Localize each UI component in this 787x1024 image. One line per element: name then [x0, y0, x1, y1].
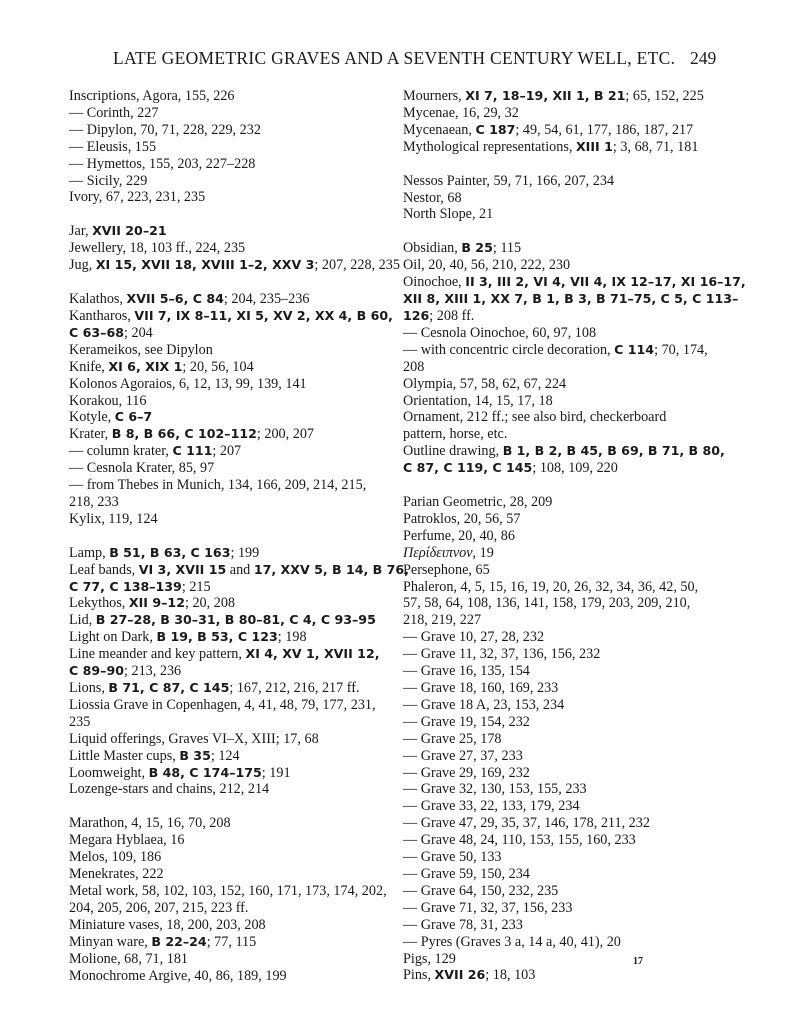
entry-text: ; 200, 207 — [256, 426, 315, 443]
entry-text: — Eleusis, 155 — [69, 138, 157, 155]
index-entry — [69, 443, 387, 460]
index-entry — [69, 731, 387, 748]
plate-reference: C 63–68 — [69, 324, 124, 340]
index-entry — [403, 883, 719, 900]
plate-reference: C 111 — [172, 443, 213, 459]
entry-text: ; 20, 56, 104 — [182, 358, 254, 375]
plate-reference: B 25 — [461, 240, 493, 256]
entry-text: ; 213, 236 — [123, 663, 182, 680]
index-entry — [403, 714, 719, 731]
entry-text: ; 207 — [212, 443, 242, 460]
entry-text: — Grave 64, 150, 232, 235 — [403, 882, 559, 899]
entry-text: Mourners, — [403, 88, 466, 104]
entry-text: — Grave 33, 22, 133, 179, 234 — [403, 798, 580, 815]
entry-text: 218, 233 — [69, 493, 119, 510]
index-entry — [403, 274, 746, 291]
entry-text: Miniature vases, 18, 200, 203, 208 — [69, 916, 266, 933]
entry-text: — Grave 16, 135, 154 — [403, 663, 530, 680]
entry-text: Kantharos, — [69, 307, 135, 324]
index-entry — [69, 105, 387, 122]
index-entry — [403, 206, 719, 223]
entry-text: 208 — [403, 358, 425, 375]
index-entry — [403, 409, 719, 426]
index-entry — [69, 257, 400, 274]
index-entry — [403, 646, 719, 663]
index-entry — [403, 545, 719, 562]
entry-text: Kylix, 119, 124 — [69, 510, 158, 527]
plate-reference: VII 7, IX 8–11, XI 5, XV 2, XX 4, B 60, — [134, 307, 393, 323]
entry-text: ; 124 — [210, 747, 240, 764]
entry-text: ; 3, 68, 71, 181 — [612, 138, 699, 155]
entry-text: Phaleron, 4, 5, 15, 16, 19, 20, 26, 32, 34, 36, 42, 50, — [403, 578, 699, 595]
entry-text: Kerameikos, see Dipylon — [69, 341, 213, 358]
plate-reference: XVII 26 — [434, 967, 486, 983]
entry-text: Loomweight, — [69, 764, 149, 781]
index-entry — [403, 663, 719, 680]
index-entry — [403, 934, 719, 951]
plate-reference: XVII 20–21 — [92, 223, 167, 239]
plate-reference: XI 4, XV 1, XVII 12, — [245, 646, 380, 662]
entry-text: Patroklos, 20, 56, 57 — [403, 510, 521, 527]
index-entry — [403, 951, 719, 968]
entry-text: ; 191 — [261, 764, 291, 781]
entry-text: Krater, — [69, 426, 112, 443]
entry-text: Light on Dark, — [69, 629, 157, 646]
entry-text: — Grave 25, 178 — [403, 730, 502, 747]
index-entry — [69, 697, 387, 714]
entry-text: pattern, horse, etc. — [403, 426, 508, 443]
plate-reference: B 19, B 53, C 123 — [156, 629, 278, 645]
entry-text: Lid, — [69, 612, 96, 629]
index-entry — [69, 359, 387, 376]
index-entry — [69, 866, 387, 883]
entry-text: Olympia, 57, 58, 62, 67, 224 — [403, 375, 567, 392]
index-entry — [69, 189, 387, 206]
index-entry — [403, 359, 719, 376]
entry-text: — Grave 10, 27, 28, 232 — [403, 629, 545, 646]
entry-text: ; 18, 103 — [485, 967, 536, 984]
entry-text: — Grave 78, 31, 233 — [403, 916, 523, 933]
entry-text: — Grave 32, 130, 153, 155, 233 — [403, 781, 587, 798]
entry-text: Menekrates, 222 — [69, 866, 164, 883]
plate-reference: B 48, C 174–175 — [148, 764, 262, 780]
index-entry — [403, 528, 719, 545]
index-entry — [69, 240, 387, 257]
entry-text: Metal work, 58, 102, 103, 152, 160, 171, 173, 174, 202, — [69, 882, 387, 899]
entry-text: and — [226, 561, 254, 578]
plate-reference: B 22–24 — [151, 933, 207, 949]
plate-reference: II 3, III 2, VI 4, VII 4, IX 12–17, XI 16–17, — [465, 274, 746, 290]
entry-text: Pins, — [403, 967, 435, 984]
entry-text: Leaf bands, — [69, 561, 139, 578]
plate-reference: B 27–28, B 30–31, B 80–81, C 4, C 93–95 — [95, 612, 376, 628]
entry-text: , 19 — [472, 544, 494, 561]
entry-text: — Grave 59, 150, 234 — [403, 865, 530, 882]
index-entry — [69, 663, 387, 680]
entry-text: Jar, — [69, 223, 93, 240]
entry-text: Lamp, — [69, 544, 110, 561]
index-entry — [403, 595, 719, 612]
index-entry — [403, 190, 719, 207]
plate-reference: B 8, B 66, C 102–112 — [111, 426, 257, 442]
plate-reference: C 114 — [614, 341, 655, 357]
index-entry — [69, 579, 387, 596]
entry-text: ; 70, 174, — [654, 341, 708, 358]
index-entry — [403, 832, 719, 849]
entry-text: ; 20, 208 — [184, 595, 236, 612]
entry-text: Persephone, 65 — [403, 561, 490, 578]
index-entry — [69, 291, 387, 308]
entry-text: ; 204 — [123, 324, 153, 341]
entry-text: Pigs, 129 — [403, 950, 456, 967]
index-entry — [69, 832, 387, 849]
plate-reference: XI 15, XVII 18, XVIII 1–2, XXV 3 — [95, 257, 315, 273]
index-entry — [69, 173, 387, 190]
index-entry — [403, 629, 719, 646]
entry-text: Kotyle, — [69, 409, 115, 426]
index-entry — [69, 849, 387, 866]
entry-text: Oinochoe, — [403, 274, 466, 291]
index-entry — [69, 139, 387, 156]
index-entry — [69, 951, 387, 968]
entry-text: — Cesnola Oinochoe, 60, 97, 108 — [403, 324, 597, 341]
index-entry — [69, 477, 387, 494]
plate-reference: XVII 5–6, C 84 — [126, 291, 224, 307]
index-entry — [403, 460, 719, 477]
plate-reference: XII 9–12 — [128, 595, 185, 611]
index-entry — [403, 967, 719, 984]
letter-group-gap — [69, 798, 387, 815]
entry-text: Lozenge-stars and chains, 212, 214 — [69, 781, 270, 798]
entry-text: — Pyres (Graves 3 a, 14 a, 40, 41), 20 — [403, 933, 621, 950]
index-entry — [69, 393, 387, 410]
entry-text: ; 207, 228, 235 — [314, 257, 400, 274]
index-entry — [69, 748, 387, 765]
entry-text: — Cesnola Krater, 85, 97 — [69, 460, 215, 477]
index-entry — [403, 257, 719, 274]
index-entry — [403, 680, 719, 697]
index-entry — [69, 781, 387, 798]
index-entry — [69, 934, 387, 951]
entry-text: Inscriptions, Agora, 155, 226 — [69, 88, 235, 104]
entry-text: — Dipylon, 70, 71, 228, 229, 232 — [69, 121, 261, 138]
index-entry — [69, 646, 387, 663]
entry-text: — Grave 29, 169, 232 — [403, 764, 530, 781]
index-entry — [69, 595, 387, 612]
entry-text: 57, 58, 64, 108, 136, 141, 158, 179, 203, 209, 210, — [403, 595, 691, 612]
index-entry — [69, 545, 387, 562]
entry-text: Outline drawing, — [403, 443, 503, 460]
index-entry — [69, 883, 387, 900]
entry-text: ; 115 — [492, 240, 522, 257]
index-entry — [69, 900, 387, 917]
entry-text: Jewellery, 18, 103 ff., 224, 235 — [69, 240, 246, 257]
plate-reference: VI 3, XVII 15 — [138, 561, 227, 577]
printer-signature: 17 — [633, 956, 643, 967]
index-entry — [69, 325, 387, 342]
index-entry — [403, 765, 719, 782]
entry-text: 204, 205, 206, 207, 215, 223 ff. — [69, 899, 249, 916]
entry-text: Korakou, 116 — [69, 392, 147, 409]
page-number: 249 — [690, 48, 717, 68]
entry-text: ; 204, 235–236 — [223, 291, 310, 308]
entry-text: Ivory, 67, 223, 231, 235 — [69, 189, 206, 206]
entry-text: Lekythos, — [69, 595, 129, 612]
entry-text: Megara Hyblaea, 16 — [69, 832, 185, 849]
index-entry — [69, 765, 387, 782]
index-entry — [403, 173, 719, 190]
entry-text: Jug, — [69, 257, 96, 274]
entry-text: Mycenae, 16, 29, 32 — [403, 104, 519, 121]
greek-term: Περίδειπνον — [403, 544, 473, 561]
plate-reference: B 51, B 63, C 163 — [109, 544, 231, 560]
entry-text: 235 — [69, 713, 91, 730]
entry-text: ; 77, 115 — [206, 933, 257, 950]
plate-reference: B 71, C 87, C 145 — [108, 680, 230, 695]
index-entry — [403, 697, 719, 714]
entry-text: ; 49, 54, 61, 177, 186, 187, 217 — [515, 121, 694, 138]
index-entry — [69, 376, 387, 393]
letter-group-gap — [403, 156, 719, 173]
entry-text: ; 65, 152, 225 — [625, 88, 704, 104]
entry-text: ; 108, 109, 220 — [532, 460, 618, 477]
entry-text: — Grave 11, 32, 37, 136, 156, 232 — [403, 646, 601, 663]
index-entry — [403, 122, 719, 139]
letter-group-gap — [69, 274, 387, 291]
index-entry — [69, 815, 387, 832]
entry-text: Lions, — [69, 680, 109, 696]
entry-text: Obsidian, — [403, 240, 462, 257]
index-entry — [403, 917, 719, 934]
entry-text: Orientation, 14, 15, 17, 18 — [403, 392, 553, 409]
entry-text: Mycenaean, — [403, 121, 476, 138]
entry-text: — Grave 71, 32, 37, 156, 233 — [403, 899, 573, 916]
index-entry — [403, 393, 719, 410]
plate-reference: 17, XXV 5, B 14, B 76, — [253, 561, 409, 577]
plate-reference: B 35 — [179, 747, 211, 763]
index-entry — [69, 307, 393, 325]
plate-reference: B 1, B 2, B 45, B 69, B 71, B 80, — [502, 443, 725, 459]
entry-text: Perfume, 20, 40, 86 — [403, 527, 515, 544]
index-entry — [403, 798, 719, 815]
plate-reference: 126 — [403, 307, 430, 323]
index-entry — [69, 460, 387, 477]
index-entry — [69, 342, 387, 359]
index-entry — [69, 561, 409, 579]
index-entry — [69, 156, 387, 173]
entry-text: Minyan ware, — [69, 933, 152, 950]
index-entry — [403, 376, 719, 393]
entry-text: Parian Geometric, 28, 209 — [403, 494, 553, 511]
index-entry — [403, 781, 719, 798]
entry-text: Little Master cups, — [69, 747, 180, 764]
plate-reference: C 89–90 — [69, 663, 124, 679]
index-entry — [403, 562, 719, 579]
entry-text: — Grave 50, 133 — [403, 849, 502, 866]
plate-reference: XIII 1 — [575, 138, 613, 154]
entry-text: — column krater, — [69, 443, 173, 460]
index-entry — [403, 88, 719, 105]
entry-text: ; 215 — [181, 578, 211, 595]
index-entry — [403, 748, 719, 765]
index-entry — [69, 494, 387, 511]
index-column-right — [403, 88, 746, 984]
entry-text: ; 208 ff. — [429, 307, 475, 324]
index-column-left — [69, 88, 409, 984]
entry-text: Nestor, 68 — [403, 189, 462, 206]
entry-text: Kalathos, — [69, 291, 127, 308]
entry-text: — Grave 47, 29, 35, 37, 146, 178, 211, 232 — [403, 815, 650, 832]
index-entry — [69, 88, 387, 105]
entry-text: — Sicily, 229 — [69, 172, 148, 189]
entry-text: Line meander and key pattern, — [69, 646, 246, 663]
letter-group-gap — [69, 206, 387, 223]
index-entry — [403, 815, 719, 832]
entry-text: ; 199 — [230, 544, 260, 561]
plate-reference: C 6–7 — [114, 409, 153, 425]
entry-text: — Grave 19, 154, 232 — [403, 713, 530, 730]
index-entry — [69, 968, 387, 985]
entry-text: — from Thebes in Munich, 134, 166, 209, 214, 215, — [69, 477, 367, 494]
plate-reference: XI 7, 18–19, XII 1, B 21 — [465, 88, 626, 103]
index-entry — [69, 612, 387, 629]
index-entry — [69, 409, 387, 426]
index-entry — [69, 223, 387, 240]
index-entry — [403, 426, 719, 443]
plate-reference: C 77, C 138–139 — [69, 578, 182, 594]
index-entry — [403, 291, 739, 308]
index-entry — [403, 731, 719, 748]
index-entry — [69, 426, 387, 443]
entry-text: — with concentric circle decoration, — [403, 341, 615, 358]
entry-text: 218, 219, 227 — [403, 612, 482, 629]
entry-text: — Grave 18, 160, 169, 233 — [403, 680, 559, 696]
entry-text: Mythological representations, — [403, 138, 576, 155]
entry-text: Marathon, 4, 15, 16, 70, 208 — [69, 815, 231, 832]
index-entry — [403, 579, 719, 596]
entry-text: Oil, 20, 40, 56, 210, 222, 230 — [403, 257, 571, 274]
entry-text: Melos, 109, 186 — [69, 849, 162, 866]
entry-text: Ornament, 212 ff.; see also bird, checkerboard — [403, 409, 667, 426]
running-header — [0, 48, 787, 74]
index-entry — [69, 714, 387, 731]
index-entry — [403, 494, 719, 511]
plate-reference: XII 8, XIII 1, XX 7, B 1, B 3, B 71–75, C 5, C 113– — [403, 291, 739, 307]
entry-text: — Grave 18 A, 23, 153, 234 — [403, 696, 565, 713]
plate-reference: XI 6, XIX 1 — [108, 358, 183, 374]
entry-text: Molione, 68, 71, 181 — [69, 950, 189, 967]
letter-group-gap — [403, 223, 719, 240]
index-entry — [403, 443, 725, 460]
entry-text: Monochrome Argive, 40, 86, 189, 199 — [69, 967, 287, 984]
index-entry — [403, 308, 719, 325]
letter-group-gap — [403, 477, 719, 494]
index-entry — [403, 849, 719, 866]
plate-reference: C 87, C 119, C 145 — [403, 460, 533, 476]
entry-text: — Hymettos, 155, 203, 227–228 — [69, 155, 256, 172]
index-entry — [69, 122, 387, 139]
entry-text: Kolonos Agoraios, 6, 12, 13, 99, 139, 141 — [69, 375, 307, 392]
index-entry — [403, 105, 719, 122]
entry-text: Knife, — [69, 358, 109, 375]
index-entry — [403, 612, 719, 629]
index-entry — [69, 680, 387, 697]
entry-text: ; 198 — [277, 629, 307, 646]
index-entry — [403, 511, 719, 528]
entry-text: — Corinth, 227 — [69, 104, 159, 121]
index-entry — [403, 342, 719, 359]
index-entry — [69, 511, 387, 528]
letter-group-gap — [69, 528, 387, 545]
index-entry — [69, 917, 387, 934]
plate-reference: C 187 — [475, 121, 516, 137]
entry-text: — Grave 27, 37, 233 — [403, 747, 523, 764]
index-entry — [403, 866, 719, 883]
entry-text: — Grave 48, 24, 110, 153, 155, 160, 233 — [403, 832, 636, 849]
index-entry — [403, 325, 719, 342]
entry-text: North Slope, 21 — [403, 206, 494, 223]
index-entry — [403, 139, 719, 156]
index-entry — [403, 900, 719, 917]
entry-text: Liossia Grave in Copenhagen, 4, 41, 48, 79, 177, 231, — [69, 696, 376, 713]
entry-text: Liquid offerings, Graves VI–X, XIII; 17, 68 — [69, 730, 319, 747]
entry-text: Nessos Painter, 59, 71, 166, 207, 234 — [403, 172, 615, 189]
running-title: LATE GEOMETRIC GRAVES AND A SEVENTH CENTURY WELL, ETC. — [113, 48, 676, 68]
index-entry — [403, 240, 719, 257]
entry-text: ; 167, 212, 216, 217 ff. — [229, 680, 360, 696]
index-entry — [69, 629, 387, 646]
